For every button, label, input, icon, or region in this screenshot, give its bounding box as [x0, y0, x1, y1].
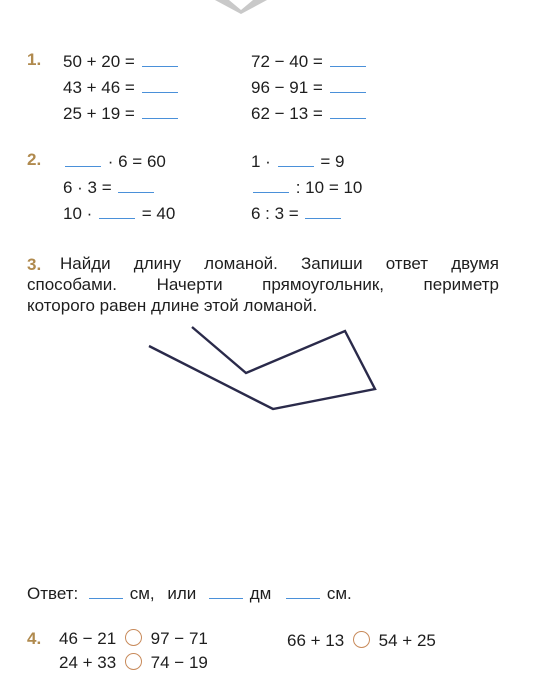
- answer-blank-dm[interactable]: [209, 582, 243, 599]
- expression: · 6 = 60: [107, 152, 166, 171]
- comparison-3: [59, 653, 208, 673]
- unit-cm: см,: [129, 584, 155, 603]
- compare-circle[interactable]: [125, 629, 142, 646]
- instruction-line: Найди длину ломаной. Запиши ответ двумя: [60, 254, 499, 273]
- expression: 6 : 3 =: [251, 204, 299, 223]
- unit-cm-2: см.: [326, 584, 352, 603]
- broken-line-part-1: [149, 327, 375, 409]
- comparison-2: [287, 631, 436, 651]
- expression: 62 − 13 =: [251, 104, 323, 123]
- answer-blank-cm[interactable]: [89, 582, 123, 599]
- task-4-number: 4.: [27, 629, 42, 648]
- comparison-1: [59, 629, 208, 649]
- answer-row: [27, 582, 352, 604]
- expression-right: 54 + 25: [378, 631, 436, 650]
- task-3-number: 3.: [27, 255, 42, 274]
- instruction-line: которого равен длине этой ломаной.: [27, 296, 318, 315]
- task-2-number: 2.: [27, 150, 42, 169]
- expression: 6 · 3 =: [63, 178, 112, 197]
- expression-left: 46 − 21: [59, 629, 117, 648]
- expression: 43 + 46 =: [63, 78, 135, 97]
- compare-circle[interactable]: [125, 653, 142, 670]
- expression: 96 − 91 =: [251, 78, 323, 97]
- answer-label: Ответ:: [27, 584, 79, 603]
- unit-dm: дм: [249, 584, 272, 603]
- expression-left: 24 + 33: [59, 653, 117, 672]
- expression-end: = 40: [141, 204, 176, 223]
- expression: 25 + 19 =: [63, 104, 135, 123]
- expression-start: 10 ·: [63, 204, 93, 223]
- compare-circle[interactable]: [353, 631, 370, 648]
- expression-left: 66 + 13: [287, 631, 345, 650]
- expression: 72 − 40 =: [251, 52, 323, 71]
- answer-blank-cm-2[interactable]: [286, 582, 320, 599]
- instruction-line: способами. Начерти прямоугольник, периметр: [27, 275, 499, 294]
- expression-end: = 9: [320, 152, 345, 171]
- task-1-number: 1.: [27, 50, 42, 69]
- word-or: или: [167, 584, 197, 603]
- expression-start: 1 ·: [251, 152, 271, 171]
- expression: : 10 = 10: [295, 178, 363, 197]
- expression-right: 74 − 19: [150, 653, 208, 672]
- expression-right: 97 − 71: [150, 629, 208, 648]
- expression: 50 + 20 =: [63, 52, 135, 71]
